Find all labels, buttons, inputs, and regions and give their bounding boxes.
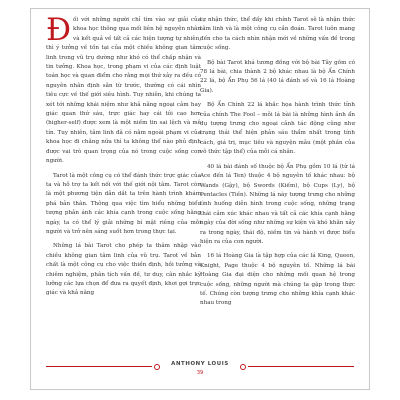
author-name: ANTHONY LOUIS <box>171 361 229 367</box>
paragraph-3: Những lá bài Tarot cho phép ta thâm nhập vào chiều không gian tâm linh của vũ trụ. Tarot về bản chất là một công cụ cho việc thiền định, hồi tưởng và chiêm nghiệm, phân tích vấn đề, tư duy, cân nhắc kỹ lưỡng các lựa chọn để đưa ra quyết định, khơi gợi trực giác và khả năng <box>46 243 201 297</box>
paragraph-8: 16 lá Hoàng Gia là tập hợp của các lá King, Queen, Knight, Page thuộc 4 bộ nguyên tố. Những lá bài Hoàng Gia đại diện cho những mối quan hệ trong cuộc sống, những người mà chúng ta gặp trong thực tế. Chúng còn tượng trưng cho những khía cạnh khác nhau trong <box>200 253 355 307</box>
paragraph-5: Bộ bài Tarot khá tương đồng với bộ bài Tây gồm có 78 lá bài, chia thành 2 bộ khác nhau là bộ Ẩn Chính 22 lá, bộ Ẩn Phụ 56 lá (40 lá đánh số và 16 lá Hoàng Gia). <box>200 59 355 94</box>
left-column <box>46 12 201 304</box>
drop-cap: Đ <box>46 12 72 48</box>
paragraph-7: 40 lá bài đánh số thuộc bộ Ẩn Phụ gồm 10 lá (từ lá Ace đến lá Ten) thuộc 4 bộ nguyên tố khác nhau: bộ Wands (Gậy), bộ Swords (Kiếm), bộ Cups (Ly), bộ Pentacles (Tiền). Những lá này tượng trưng cho những tình huống diễn hình trong cuộc sống, những trạng thái cảm xúc khác nhau và tất cả các khía cạnh hằng ngày của đời sống như những sự kiện và khó khăn xảy ra trong ngày, thái độ, niềm tin và hành vi được biểu hiện ra của con người. <box>200 163 355 245</box>
paragraph-1 <box>46 12 201 167</box>
page-footer <box>46 359 354 379</box>
right-column <box>200 16 355 314</box>
paragraph-4: tự nhận thức, thể đấy khi chính Tarot sẽ là nhận thức tâm linh và là một công cụ cần đoán. Tarot luôn mang đến cho ta cách nhìn nhận mới về những vấn đề trong cuộc sống. <box>200 17 355 52</box>
page-number: 39 <box>196 370 204 376</box>
footer-rule-right <box>248 366 354 367</box>
paragraph-6: Bộ Ẩn Chính 22 lá khắc họa hành trình thức tỉnh của chính The Fool – mỗi lá bài là những hình ảnh ẩn dụ tượng trưng cho ngoại cảnh tác động cũng như trạng thái thể hiện phản sáu thẩm nhất trong tính cách, giá trị, mục tiêu và nguyện mẫu (một phần của vô thức tập thể) của mỗi cá nhân. <box>200 102 355 156</box>
paragraph-1-text: ối với những người chỉ tìm vào sự giải của khoa học thông qua mối liên hệ nguyên nhân và kết quả về tất cả các hiện tượng tự nhiên, thì ý tưởng về tồn tại của một chiều không gian tâm linh trong vũ trụ dường như khó có thể chấp nhận và tin tưởng. Khoa học, trong phạm vi của các định luật toán học và quan điểm cho rằng mọi thứ xảy ra đều có nguyên nhân định sẵn từ trước, thường có cái nhìn tiêu cực về thế giới siêu hình. Tuy nhiên, khi chúng ta xét tới những khái niệm như khả năng ngoại cảm hay giác quan thứ sáu, trực giác hay cái tôi cao hơn (higher-self) được xem là một niềm tin sai lệch và mê tín. Tuy nhiên, tâm linh đã có nằm ngoài phạm vi của khoa học đi chăng nữa thì ta không thể nào phủ định được vai trò quan trọng của nó trong cuộc sống con người. <box>46 17 201 165</box>
paragraph-2: Tarot là một công cụ có thể đánh thức trực giác của ta và hỗ trợ ta kết nối với thế giới nội tâm. Tarot còn là một phương tiện dẫn dắt ta trên hành trình khám phá bản thân. Thông qua việc tìm hiểu những biểu tượng phản ánh các khía cạnh trong cuộc sống hằng ngày, ta có thể lý giải những bí mật riêng của mỗi người và trở nên sáng suốt hơn trong thực tại. <box>46 172 201 235</box>
